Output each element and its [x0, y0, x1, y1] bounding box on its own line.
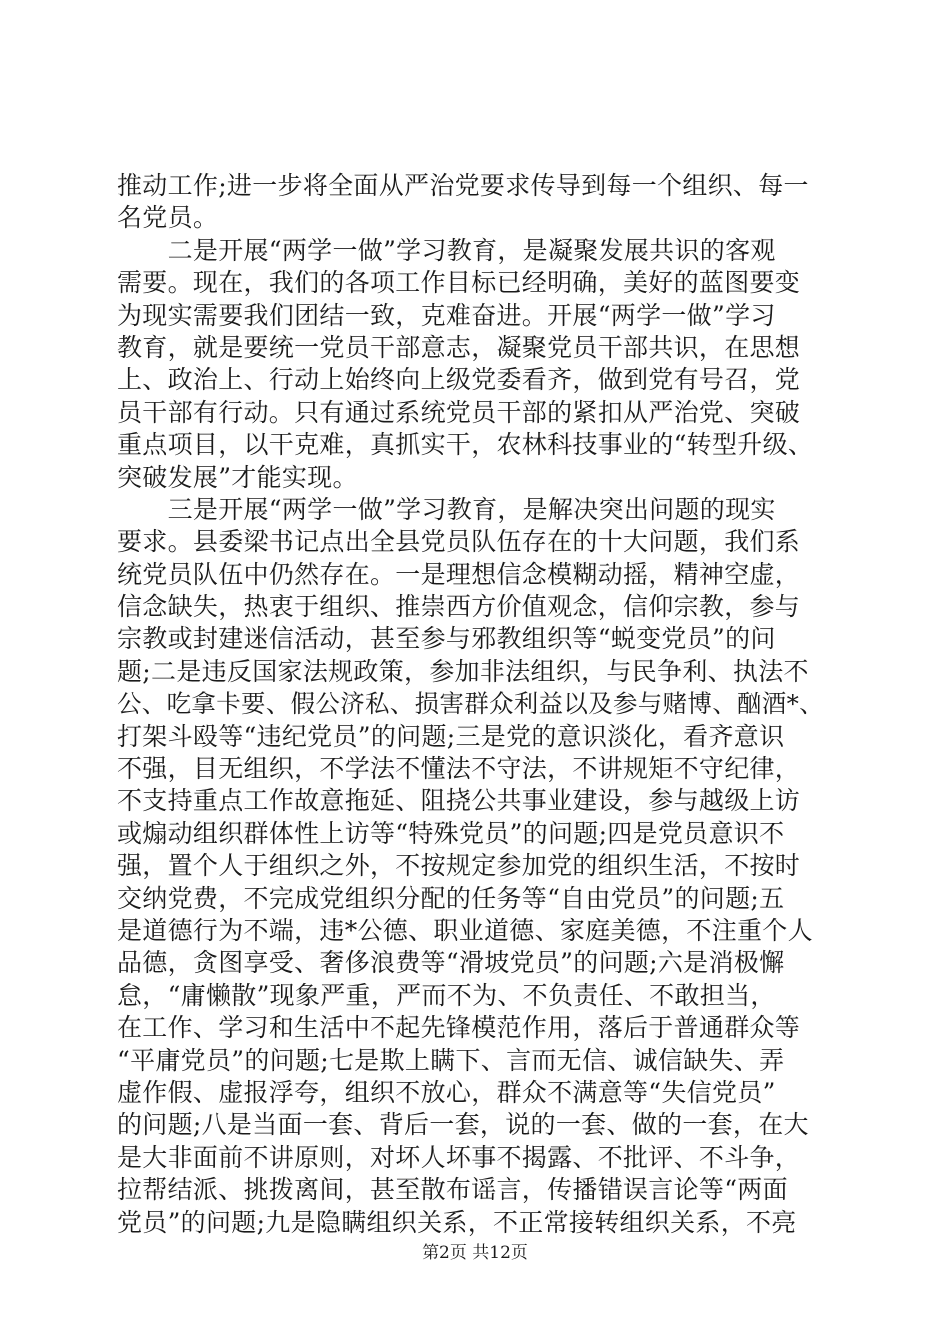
- text-line: 名党员。: [117, 203, 219, 233]
- text-line: 不强，目无组织，不学法不懂法不守法，不讲规矩不守纪律，: [117, 754, 801, 784]
- text-line: 虚作假、虚报浮夸，组织不放心，群众不满意等“失信党员”: [117, 1077, 776, 1107]
- text-line: 是大非面前不讲原则，对坏人坏事不揭露、不批评、不斗争，: [117, 1142, 801, 1172]
- text-line: 统党员队伍中仍然存在。一是理想信念模糊动摇，精神空虚，: [117, 559, 801, 589]
- text-line: 品德，贪图享受、奢侈浪费等“滑坡党员”的问题;六是消极懈: [117, 948, 785, 978]
- text-line: 公、吃拿卡要、假公济私、损害群众利益以及参与赌博、酗酒*、: [117, 689, 824, 719]
- page-footer: [0, 1242, 950, 1264]
- text-line: 为现实需要我们团结一致，克难奋进。开展“两学一做”学习: [117, 300, 776, 330]
- text-line: 题;二是违反国家法规政策，参加非法组织，与民争利、执法不: [117, 656, 809, 686]
- text-line: 是道德行为不端，违*公德、职业道德、家庭美德，不注重个人: [117, 915, 813, 945]
- text-line: 要求。县委梁书记点出全县党员队伍存在的十大问题，我们系: [117, 527, 801, 557]
- text-line: 信念缺失，热衷于组织、推崇西方价值观念，信仰宗教，参与: [117, 592, 801, 622]
- body-text: [117, 170, 832, 1239]
- text-line: 重点项目，以干克难，真抓实干，农林科技事业的“转型升级、: [117, 430, 814, 460]
- text-line: 在工作、学习和生活中不起先锋模范作用，落后于普通群众等: [117, 1013, 801, 1043]
- text-line: 教育，就是要统一党员干部意志，凝聚党员干部共识，在思想: [117, 332, 801, 362]
- text-line: 推动工作;进一步将全面从严治党要求传导到每一个组织、每一: [117, 171, 809, 200]
- text-line: 二是开展“两学一做”学习教育，是凝聚发展共识的客观: [117, 235, 776, 265]
- text-line: 打架斗殴等“违纪党员”的问题;三是党的意识淡化，看齐意识: [117, 721, 785, 751]
- text-line: 突破发展”才能实现。: [117, 462, 358, 492]
- text-line: 上、政治上、行动上始终向上级党委看齐，做到党有号召，党: [117, 365, 801, 395]
- page-number-label: 第2页 共12页: [422, 1243, 528, 1263]
- text-line: 怠，“庸懒散”现象严重，严而不为、不负责任、不敢担当，: [117, 980, 776, 1010]
- text-line: 强，置个人于组织之外，不按规定参加党的组织生活，不按时: [117, 851, 801, 881]
- text-line: 需要。现在，我们的各项工作目标已经明确，美好的蓝图要变: [117, 268, 801, 298]
- text-line: “平庸党员”的问题;七是欺上瞒下、言而无信、诚信缺失、弄: [117, 1045, 785, 1075]
- text-line: 员干部有行动。只有通过系统党员干部的紧扣从严治党、突破: [117, 397, 801, 427]
- text-line: 三是开展“两学一做”学习教育，是解决突出问题的现实: [117, 494, 776, 524]
- text-line: 拉帮结派、挑拨离间，甚至散布谣言，传播错误言论等“两面: [117, 1175, 788, 1205]
- text-line: 或煽动组织群体性上访等“特殊党员”的问题;四是党员意识不: [117, 818, 785, 848]
- text-line: 宗教或封建迷信活动，甚至参与邪教组织等“蜕变党员”的问: [117, 624, 776, 654]
- text-line: 交纳党费，不完成党组织分配的任务等“自由党员”的问题;五: [117, 883, 785, 913]
- text-line: 的问题;八是当面一套、背后一套，说的一套、做的一套，在大: [117, 1110, 809, 1140]
- text-line: 党员”的问题;九是隐瞒组织关系，不正常接转组织关系，不亮: [117, 1207, 797, 1237]
- text-line: 不支持重点工作故意拖延、阻挠公共事业建设，参与越级上访: [117, 786, 801, 816]
